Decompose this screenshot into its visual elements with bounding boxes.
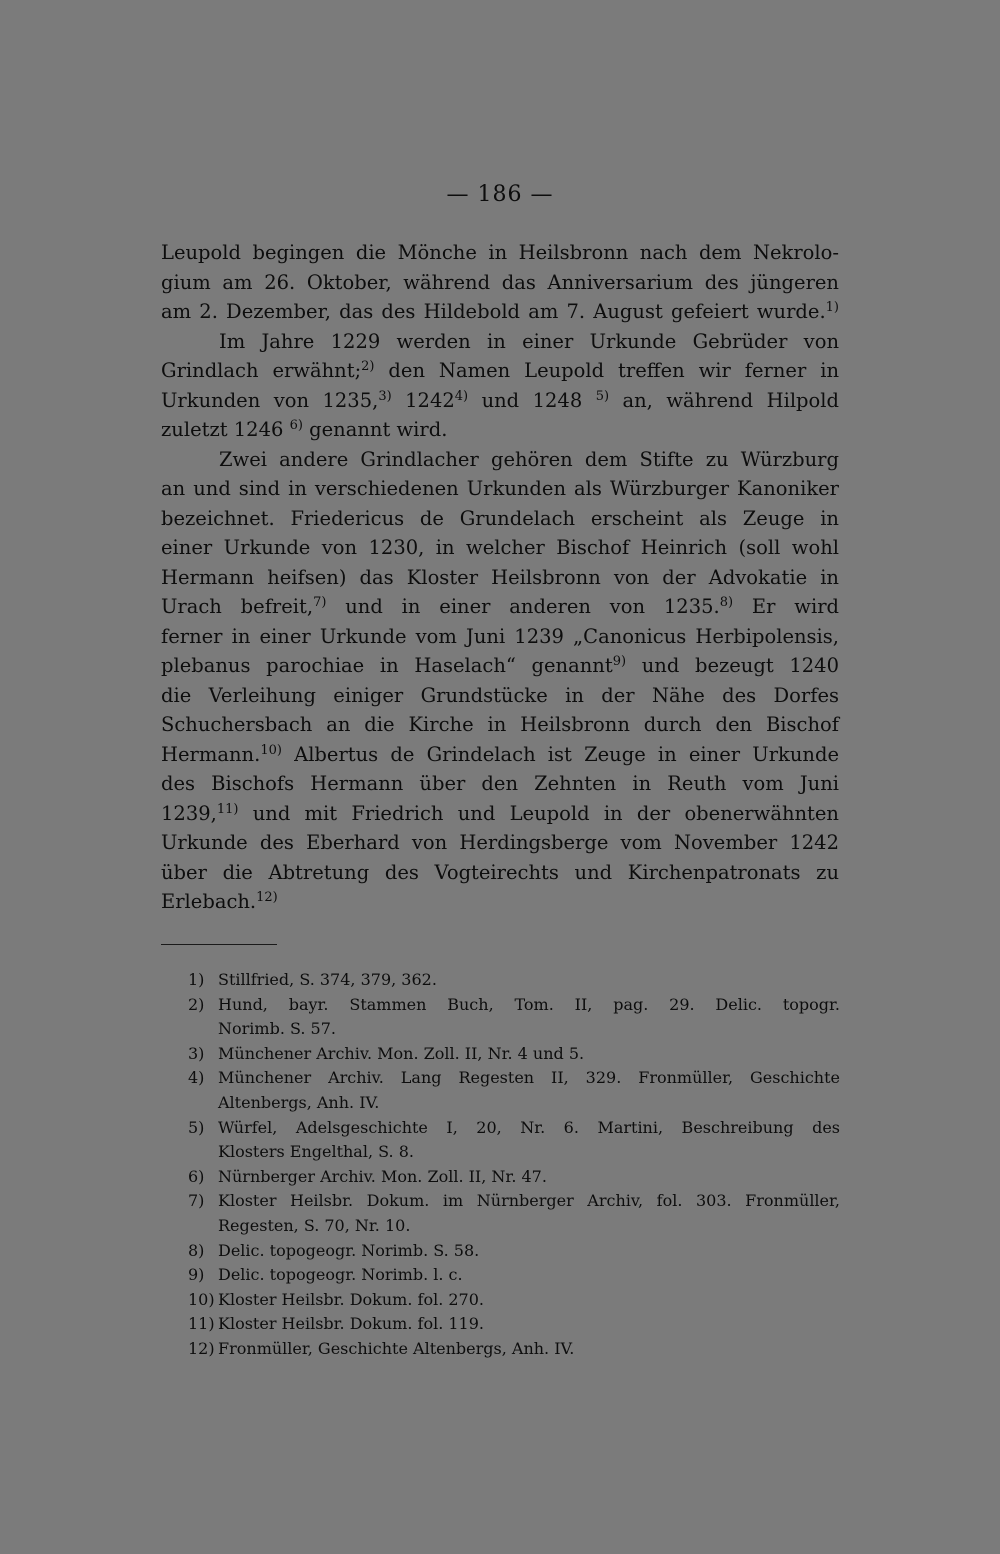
line-text: und bezeugt 1240 bbox=[626, 654, 839, 677]
footnote-ref: 3) bbox=[378, 388, 392, 404]
footnote-number: 1) bbox=[188, 970, 205, 989]
footnotes bbox=[188, 968, 840, 1362]
footnote-number: 9) bbox=[188, 1265, 205, 1285]
footnote bbox=[188, 1288, 840, 1313]
footnote-continuation bbox=[188, 1214, 840, 1239]
line-text: Erlebach. bbox=[161, 890, 257, 913]
line-text: Im Jahre 1229 werden in einer Urkunde Gebrüder von bbox=[219, 329, 839, 353]
footnote bbox=[188, 1337, 840, 1362]
text-line bbox=[161, 504, 839, 534]
footnote-ref: 6) bbox=[289, 418, 303, 433]
line-text: Leupold begingen die Mönche in Heilsbronn nach dem Nekrolo- bbox=[161, 241, 839, 264]
line-text: den Namen Leupold treffen wir ferner in bbox=[374, 359, 840, 382]
line-text: Urkunde des Eberhard von Herdingsberge vom November 1242 bbox=[161, 831, 839, 854]
footnote-ref: 2) bbox=[361, 359, 375, 374]
text-line bbox=[161, 858, 839, 888]
line-text: einer Urkunde von 1230, in welcher Bischof Heinrich (soll wohl bbox=[161, 536, 839, 559]
footnote bbox=[188, 1239, 840, 1264]
line-text: plebanus parochiae in Haselach“ genannt bbox=[161, 654, 613, 677]
line-text: ferner in einer Urkunde vom Juni 1239 „Canonicus Herbipolensis, bbox=[161, 624, 839, 648]
footnote bbox=[188, 1189, 840, 1214]
line-text: die Verleihung einiger Grundstücke in der Nähe des Dorfes bbox=[161, 683, 839, 707]
text-line bbox=[161, 386, 839, 416]
footnote-text: Nürnberger Archiv. Mon. Zoll. II, Nr. 47. bbox=[218, 1166, 547, 1186]
text-line bbox=[161, 799, 839, 829]
footnote-ref: 4) bbox=[454, 388, 469, 404]
text-line bbox=[161, 622, 839, 652]
footnote bbox=[188, 1116, 840, 1141]
footnote-text: Kloster Heilsbr. Dokum. fol. 119. bbox=[218, 1314, 484, 1334]
line-text: Urach befreit, bbox=[161, 595, 314, 618]
footnote-text: Münchener Archiv. Mon. Zoll. II, Nr. 4 und 5. bbox=[218, 1043, 585, 1063]
line-text: bezeichnet. Friedericus de Grundelach erscheint als Zeuge in bbox=[161, 506, 839, 530]
footnote-text: Würfel, Adelsgeschichte I, 20, Nr. 6. Martini, Beschreibung des bbox=[218, 1117, 840, 1137]
line-text: genannt wird. bbox=[302, 418, 448, 441]
line-text: an und sind in verschiedenen Urkunden als Würzburger Kanoniker bbox=[161, 477, 839, 500]
line-text: Schuchersbach an die Kirche in Heilsbronn durch den Bischof bbox=[161, 713, 839, 736]
footnote-ref: 12) bbox=[256, 890, 278, 905]
line-text: und in einer anderen von 1235. bbox=[326, 595, 720, 618]
footnote-ref: 7) bbox=[313, 595, 327, 610]
line-text: Hermann heifsen) das Kloster Heilsbronn von der Advokatie in bbox=[161, 565, 839, 589]
footnote-text: Delic. topogeogr. Norimb. l. c. bbox=[218, 1265, 463, 1285]
footnote-continuation bbox=[188, 1091, 840, 1116]
footnote-number: 4) bbox=[188, 1068, 205, 1088]
footnote-divider bbox=[161, 944, 277, 945]
line-text: Hermann. bbox=[161, 742, 261, 766]
line-text: Albertus de Grindelach ist Zeuge in einer Urkunde bbox=[281, 742, 839, 766]
footnote-number: 10) bbox=[188, 1289, 215, 1309]
text-line bbox=[161, 297, 839, 327]
line-text: Urkunden von 1235, bbox=[161, 388, 379, 412]
text-line bbox=[161, 533, 839, 563]
text-line bbox=[161, 828, 839, 858]
footnote-number: 8) bbox=[188, 1240, 205, 1260]
text-line bbox=[161, 445, 839, 475]
line-text: am 2. Dezember, das des Hildebold am 7. August gefeiert wurde. bbox=[161, 300, 826, 323]
text-line bbox=[161, 740, 839, 770]
page-number: — 186 — bbox=[446, 182, 554, 207]
footnote-continuation bbox=[188, 1140, 840, 1165]
footnote-number: 3) bbox=[188, 1043, 205, 1063]
footnote bbox=[188, 1263, 840, 1288]
text-line bbox=[161, 327, 839, 357]
footnote-ref: 9) bbox=[612, 654, 627, 669]
text-line bbox=[161, 769, 839, 799]
footnote-ref: 10) bbox=[260, 742, 282, 758]
text-line bbox=[161, 474, 839, 504]
text-line bbox=[161, 887, 839, 917]
footnote-number: 11) bbox=[188, 1314, 215, 1334]
footnote-text: Hund, bayr. Stammen Buch, Tom. II, pag. 29. Delic. topogr. bbox=[218, 994, 840, 1014]
line-text: und 1248 bbox=[468, 388, 596, 412]
footnote-text: Norimb. S. 57. bbox=[218, 1019, 336, 1039]
text-line bbox=[161, 268, 839, 298]
text-line bbox=[161, 710, 839, 740]
footnote-number: 5) bbox=[188, 1117, 205, 1137]
footnote-ref: 11) bbox=[216, 801, 239, 817]
footnote-text: Delic. topogeogr. Norimb. S. 58. bbox=[218, 1240, 480, 1260]
text-line bbox=[161, 592, 839, 622]
footnote bbox=[188, 1066, 840, 1091]
footnote-ref: 8) bbox=[719, 595, 734, 610]
line-text: gium am 26. Oktober, während das Anniversarium des jüngeren bbox=[161, 270, 839, 294]
footnote-text: Klosters Engelthal, S. 8. bbox=[218, 1142, 414, 1162]
footnote bbox=[188, 968, 840, 993]
line-text: an, während Hilpold bbox=[609, 388, 839, 412]
footnote-number: 7) bbox=[188, 1191, 205, 1211]
line-text: des Bischofs Hermann über den Zehnten in Reuth vom Juni bbox=[161, 772, 839, 795]
text-line bbox=[161, 415, 839, 445]
text-line bbox=[161, 238, 839, 268]
footnote-number: 2) bbox=[188, 994, 205, 1014]
text-line bbox=[161, 356, 839, 386]
footnote bbox=[188, 1312, 840, 1337]
line-text: zuletzt 1246 bbox=[161, 418, 290, 441]
body-text bbox=[161, 238, 839, 917]
footnote-ref: 5) bbox=[595, 388, 610, 404]
footnote-continuation bbox=[188, 1017, 840, 1042]
footnote-text: Fronmüller, Geschichte Altenbergs, Anh. IV. bbox=[218, 1338, 575, 1358]
line-text: 1242 bbox=[391, 388, 455, 412]
footnote-text: Kloster Heilsbr. Dokum. im Nürnberger Archiv, fol. 303. Fronmüller, bbox=[218, 1191, 840, 1211]
footnote-text: Stillfried, S. 374, 379, 362. bbox=[218, 970, 437, 989]
line-text: über die Abtretung des Vogteirechts und Kirchenpatronats zu bbox=[161, 860, 839, 884]
line-text: und mit Friedrich und Leupold in der obenerwähnten bbox=[238, 801, 839, 825]
footnote-text: Altenbergs, Anh. IV. bbox=[218, 1092, 380, 1112]
footnote-ref: 1) bbox=[825, 300, 839, 315]
line-text: Er wird bbox=[733, 595, 839, 618]
footnote-text: Münchener Archiv. Lang Regesten II, 329. Fronmüller, Geschichte bbox=[218, 1068, 840, 1088]
footnote bbox=[188, 1042, 840, 1067]
footnote bbox=[188, 993, 840, 1018]
line-text: Grindlach erwähnt; bbox=[161, 359, 362, 382]
text-line bbox=[161, 681, 839, 711]
footnote-text: Regesten, S. 70, Nr. 10. bbox=[218, 1215, 411, 1235]
footnote bbox=[188, 1165, 840, 1190]
footnote-number: 6) bbox=[188, 1166, 205, 1186]
line-text: Zwei andere Grindlacher gehören dem Stifte zu Würzburg bbox=[219, 447, 839, 471]
text-line bbox=[161, 651, 839, 681]
line-text: 1239, bbox=[161, 801, 217, 825]
text-line bbox=[161, 563, 839, 593]
footnote-text: Kloster Heilsbr. Dokum. fol. 270. bbox=[218, 1289, 484, 1309]
footnote-number: 12) bbox=[188, 1338, 215, 1358]
